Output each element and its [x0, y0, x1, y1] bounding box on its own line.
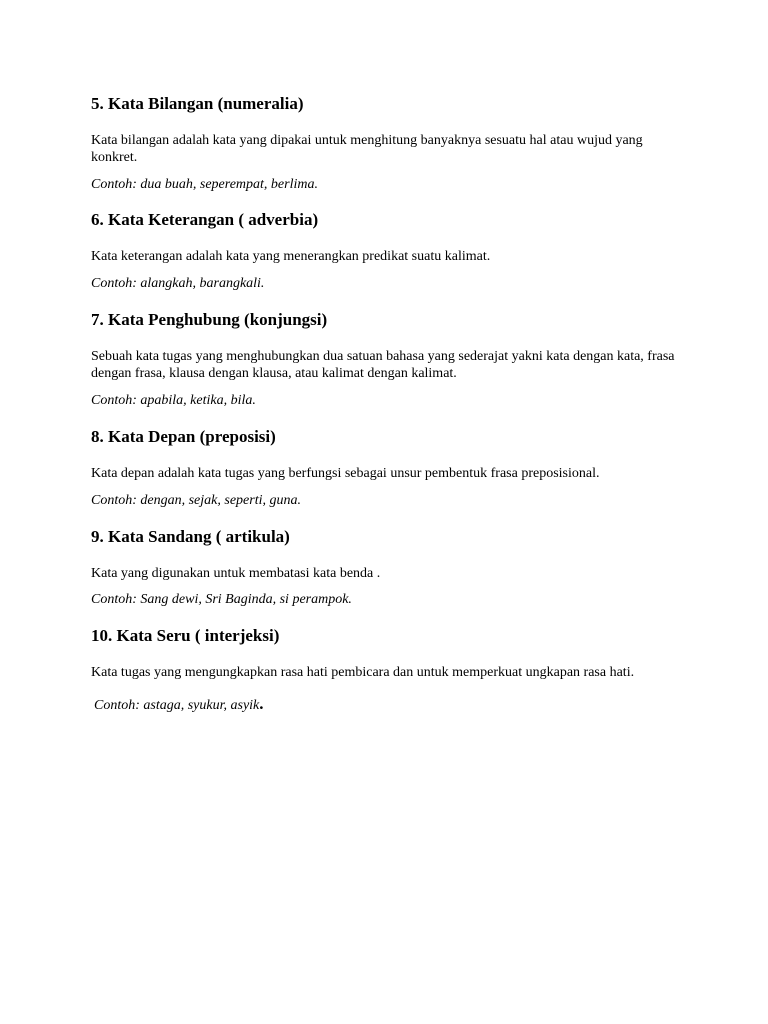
section-example-text: Contoh: astaga, syukur, asyik	[94, 698, 260, 713]
section-artikula	[91, 527, 691, 608]
section-heading: 7. Kata Penghubung (konjungsi)	[91, 310, 328, 329]
section-preposisi	[91, 427, 691, 509]
section-definition: Kata keterangan adalah kata yang menerangkan predikat suatu kalimat.	[91, 249, 491, 264]
section-example: Contoh: Sang dewi, Sri Baginda, si perampok.	[91, 592, 352, 607]
section-example: Contoh: apabila, ketika, bila.	[91, 393, 256, 408]
section-interjeksi	[91, 626, 691, 714]
section-definition: Kata tugas yang mengungkapkan rasa hati pembicara dan untuk memperkuat ungkapan rasa hati.	[91, 665, 635, 680]
section-heading: 6. Kata Keterangan ( adverbia)	[91, 210, 319, 229]
section-example: Contoh: dengan, sejak, seperti, guna.	[91, 493, 301, 508]
section-example	[91, 695, 691, 714]
section-example: Contoh: alangkah, barangkali.	[91, 276, 265, 291]
section-definition: Sebuah kata tugas yang menghubungkan dua satuan bahasa yang sederajat yakni kata dengan kata, frasa dengan frasa, klausa dengan klausa, atau kalimat dengan kalimat.	[91, 349, 675, 381]
section-example-period: .	[259, 694, 264, 713]
section-adverbia	[91, 210, 691, 292]
section-definition: Kata bilangan adalah kata yang dipakai untuk menghitung banyaknya sesuatu hal atau wujud yang konkret.	[91, 133, 643, 165]
section-example: Contoh: dua buah, seperempat, berlima.	[91, 177, 318, 192]
section-heading: 5. Kata Bilangan (numeralia)	[91, 94, 304, 113]
section-heading: 9. Kata Sandang ( artikula)	[91, 527, 290, 546]
section-numeralia	[91, 94, 691, 193]
section-definition: Kata depan adalah kata tugas yang berfungsi sebagai unsur pembentuk frasa preposisional.	[91, 466, 600, 481]
section-heading: 10. Kata Seru ( interjeksi)	[91, 626, 280, 645]
section-heading: 8. Kata Depan (preposisi)	[91, 427, 276, 446]
section-definition: Kata yang digunakan untuk membatasi kata benda .	[91, 566, 381, 581]
section-konjungsi	[91, 310, 691, 409]
